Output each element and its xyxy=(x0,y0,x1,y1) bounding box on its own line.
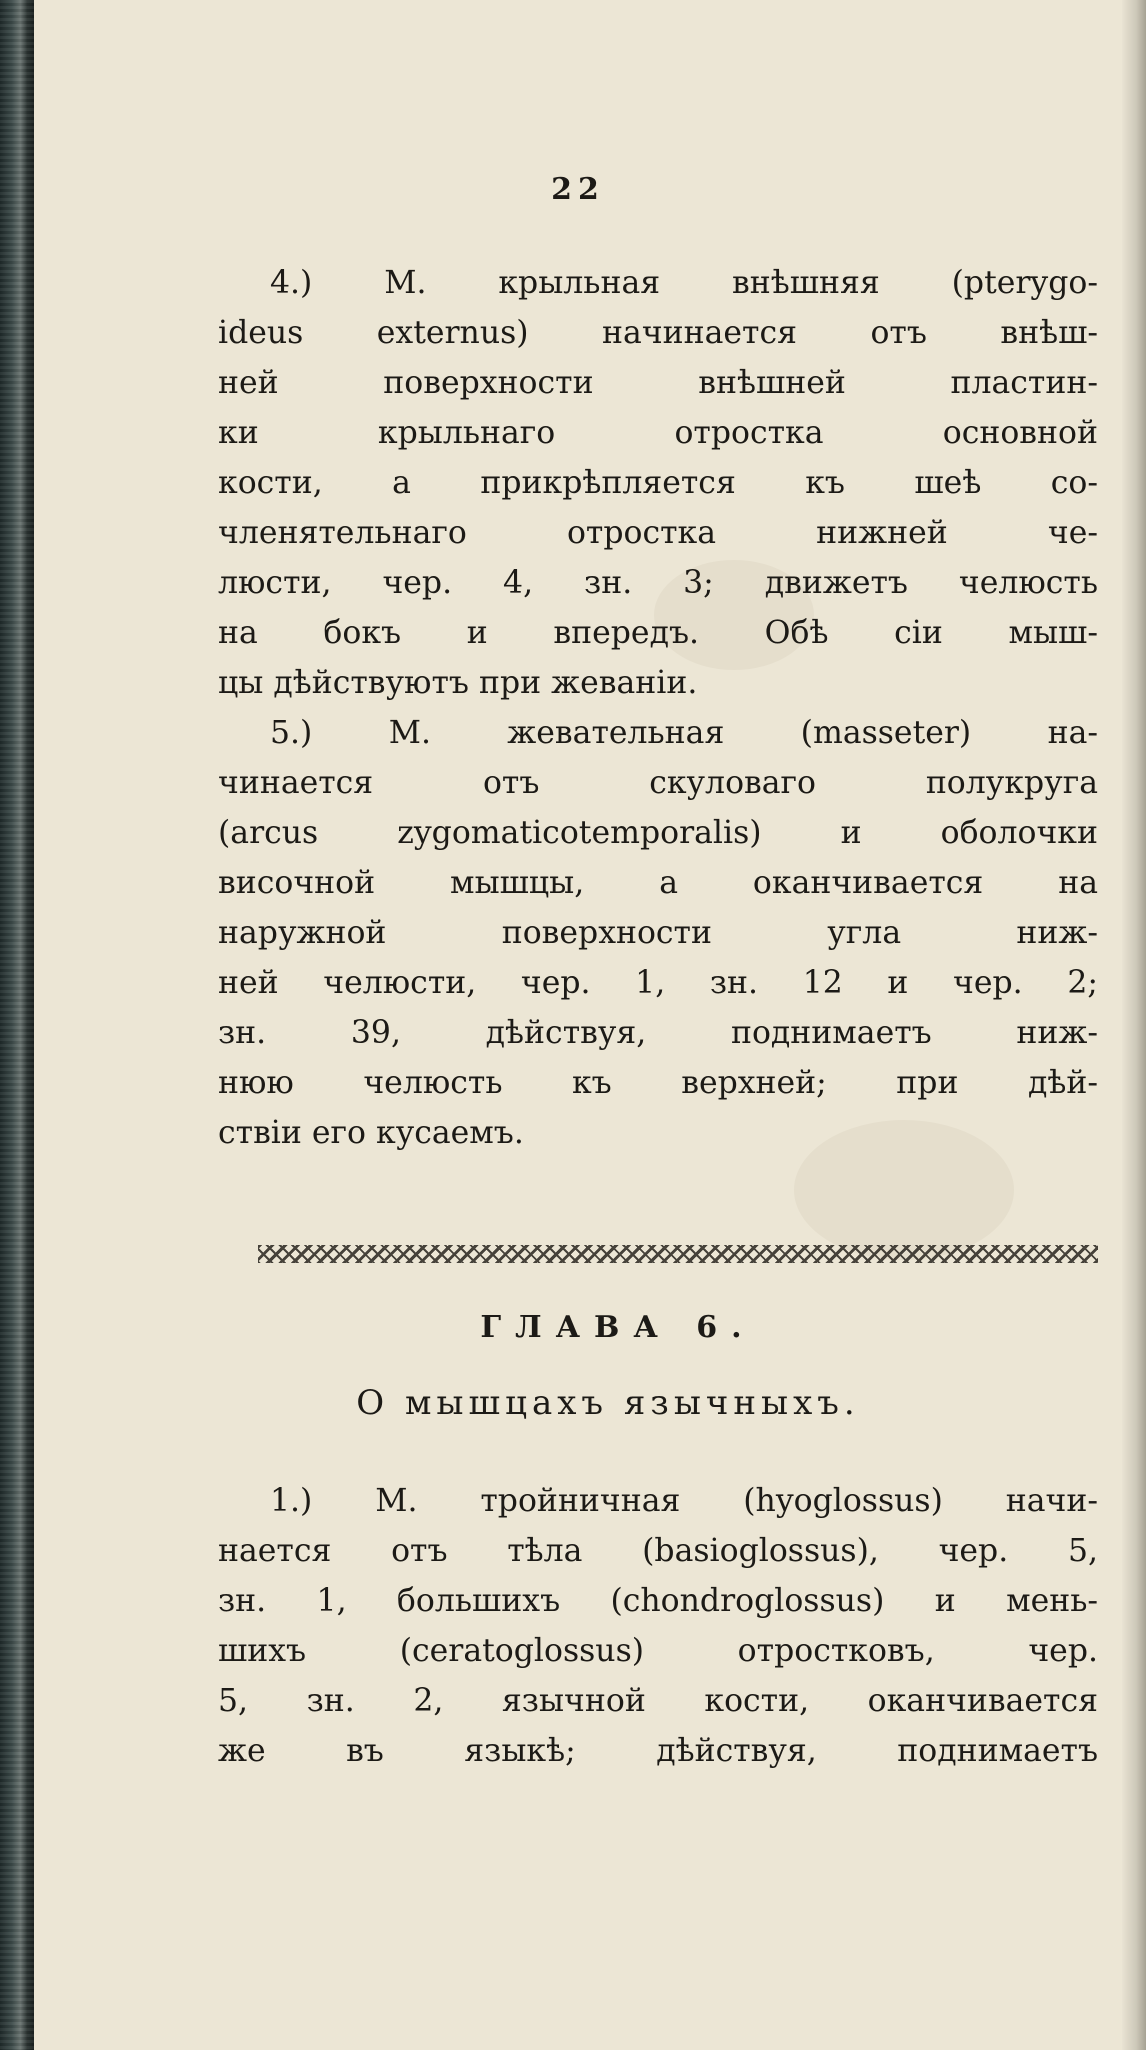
text-line: ствіи его кусаемъ. xyxy=(218,1115,524,1151)
book-page xyxy=(34,0,1122,2050)
text-line: же въ языкѣ; дѣйствуя, поднимаетъ xyxy=(218,1733,1098,1769)
text-line: (arcus zygomaticotemporalis) и оболочки xyxy=(218,815,1098,851)
text-line: ней поверхности внѣшней пластин- xyxy=(218,365,1098,401)
page-stack-texture xyxy=(0,0,34,2050)
text-line: ней челюсти, чер. 1, зн. 12 и чер. 2; xyxy=(218,965,1098,1001)
text-line: шихъ (ceratoglossus) отростковъ, чер. xyxy=(218,1633,1098,1669)
chapter-title: О мышцахъ язычныхъ. xyxy=(356,1383,860,1423)
text-line: 1.) М. тройничная (hyoglossus) начи- xyxy=(270,1483,1098,1519)
ornamental-divider xyxy=(258,1245,1098,1263)
text-line: височной мышцы, а оканчивается на xyxy=(218,865,1098,901)
chapter-label: ГЛАВА 6. xyxy=(480,1310,756,1345)
body-text-section-2 xyxy=(218,1476,1098,1776)
text-line: членятельнаго отростка нижней че- xyxy=(218,515,1098,551)
text-line: 4.) М. крыльная внѣшняя (pterygo- xyxy=(270,265,1098,301)
page-right-shadow xyxy=(1122,0,1146,2050)
text-line: наружной поверхности угла ниж- xyxy=(218,915,1098,951)
body-text-section-1 xyxy=(218,258,1098,1158)
text-line: нается отъ тѣла (basioglossus), чер. 5, xyxy=(218,1533,1098,1569)
text-line: ideus externus) начинается отъ внѣш- xyxy=(218,315,1098,351)
page-number: 22 xyxy=(551,172,605,207)
text-line: нюю челюсть къ верхней; при дѣй- xyxy=(218,1065,1098,1101)
text-line: цы дѣйствуютъ при жеваніи. xyxy=(218,665,698,701)
text-line: на бокъ и впередъ. Обѣ сіи мыш- xyxy=(218,615,1098,651)
text-line: люсти, чер. 4, зн. 3; движетъ челюсть xyxy=(218,565,1098,601)
text-line: 5, зн. 2, язычной кости, оканчивается xyxy=(218,1683,1098,1719)
text-line: 5.) М. жевательная (masseter) на- xyxy=(270,715,1098,751)
text-line: зн. 39, дѣйствуя, поднимаетъ ниж- xyxy=(218,1015,1098,1051)
text-line: кости, а прикрѣпляется къ шеѣ со- xyxy=(218,465,1098,501)
text-line: чинается отъ скуловаго полукруга xyxy=(218,765,1098,801)
text-line: зн. 1, большихъ (chondroglossus) и мень- xyxy=(218,1583,1098,1619)
text-line: ки крыльнаго отростка основной xyxy=(218,415,1098,451)
